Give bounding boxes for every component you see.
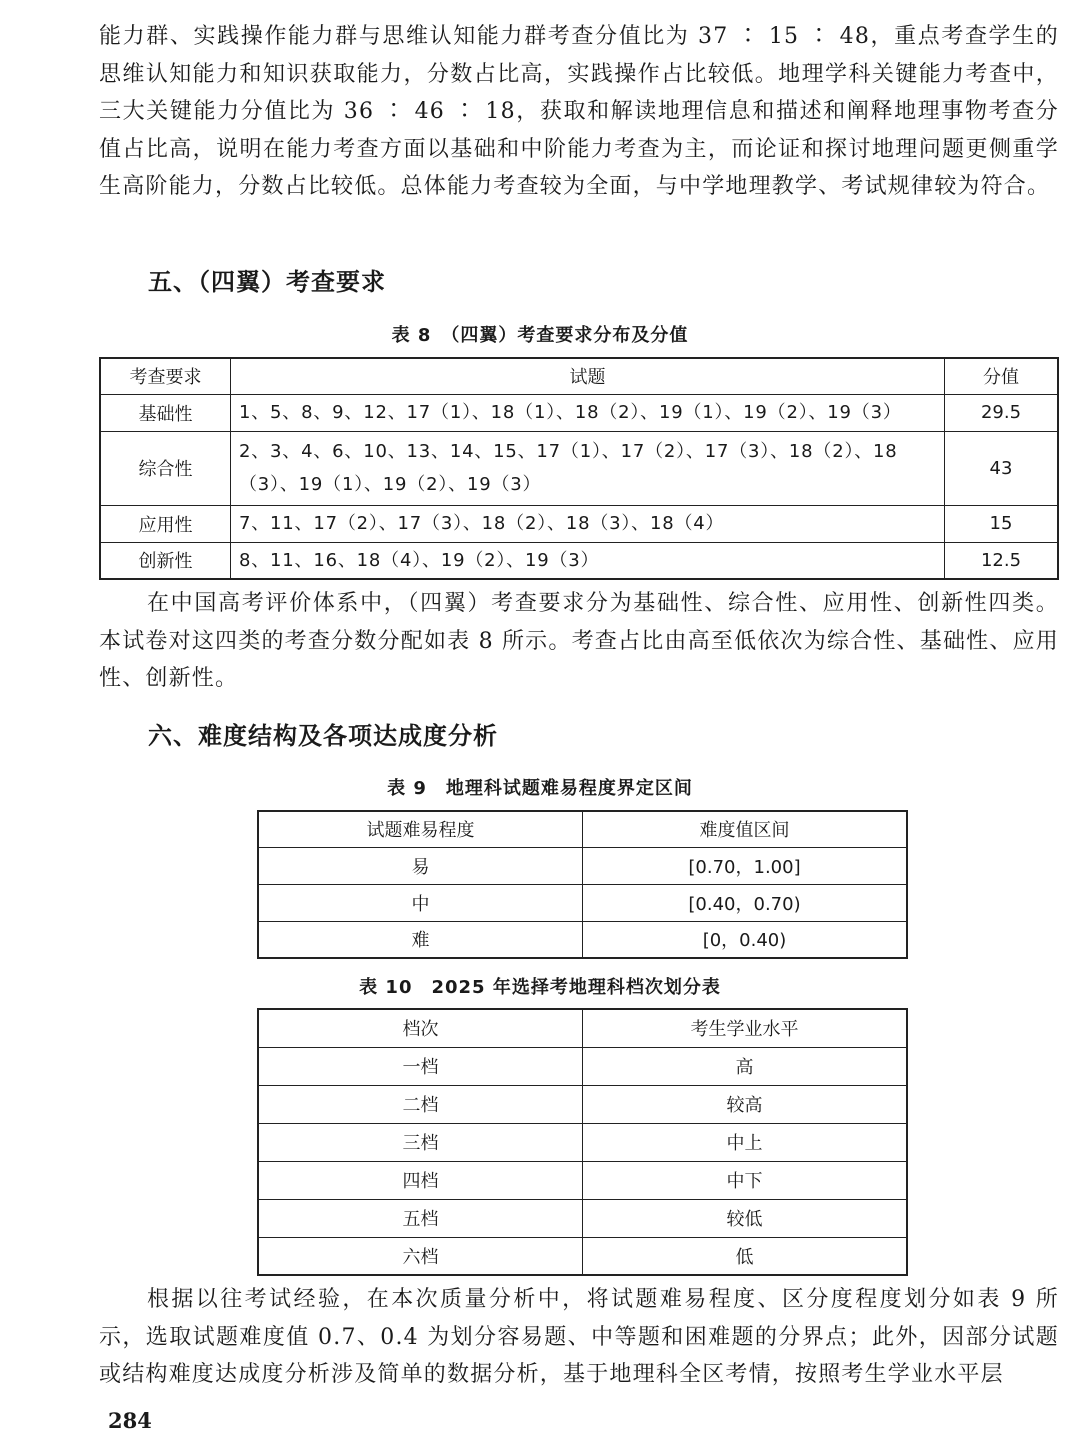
table-row [100, 431, 1058, 505]
items-cell: 1、5、8、9、12、17（1）、18（1）、18（2）、19（1）、19（2）、19（3） [231, 394, 945, 431]
score-cell: 29.5 [945, 394, 1059, 431]
req-cell: 基础性 [100, 394, 231, 431]
score-cell: 12.5 [945, 542, 1059, 579]
level-cell: 低 [583, 1237, 908, 1275]
req-cell: 综合性 [100, 431, 231, 505]
items-cell: 7、11、17（2）、17（3）、18（2）、18（3）、18（4） [231, 505, 945, 542]
table-header-cell: 难度值区间 [583, 811, 908, 847]
table-header-cell: 考查要求 [100, 358, 231, 394]
table-row [258, 847, 907, 884]
table-row [258, 884, 907, 921]
level-cell: 高 [583, 1047, 908, 1085]
difficulty-range-cell: [0.70，1.00] [583, 847, 908, 884]
table-header-cell: 档次 [258, 1009, 583, 1047]
items-cell: 2、3、4、6、10、13、14、15、17（1）、17（2）、17（3）、18（2）、18（3）、19（1）、19（2）、19（3） [231, 431, 945, 505]
grade-cell: 二档 [258, 1085, 583, 1123]
table-9-caption: 表 9 地理科试题难易程度界定区间 [387, 778, 693, 799]
level-cell: 较低 [583, 1199, 908, 1237]
table-row [258, 1123, 907, 1161]
table-header-cell: 试题 [231, 358, 945, 394]
table-9 [257, 810, 908, 959]
table-10 [257, 1008, 908, 1276]
table-row [258, 1085, 907, 1123]
table-row [258, 1047, 907, 1085]
difficulty-range-cell: [0，0.40) [583, 921, 908, 958]
table-row [258, 1199, 907, 1237]
section-6-paragraph: 根据以往考试经验，在本次质量分析中，将试题难易程度、区分度程度划分如表 9 所示，选取试题难度值 0.7、0.4 为划分容易题、中等题和困难题的分界点；此外，因部分试题或结构难度达成度分析涉及简单的数据分析，基于地理科全区考情，按照考生学业水平层 [99, 1287, 1059, 1387]
difficulty-level-cell: 易 [258, 847, 583, 884]
section-heading-6: 六、难度结构及各项达成度分析 [148, 722, 498, 750]
table-header-cell: 考生学业水平 [583, 1009, 908, 1047]
level-cell: 中下 [583, 1161, 908, 1199]
table-row [258, 1237, 907, 1275]
level-cell: 较高 [583, 1085, 908, 1123]
table-header-cell: 分值 [945, 358, 1059, 394]
table-header-cell: 试题难易程度 [258, 811, 583, 847]
difficulty-level-cell: 难 [258, 921, 583, 958]
grade-cell: 三档 [258, 1123, 583, 1161]
intro-paragraph: 能力群、实践操作能力群与思维认知能力群考查分值比为 37 ∶ 15 ∶ 48，重点考查学生的思维认知能力和知识获取能力，分数占比高，实践操作占比较低。地理学科关键能力考查中，三大关键能力分值比为 36 ∶ 46 ∶ 18，获取和解读地理信息和描述和阐释地理事物考查分值占比高，说明在能力考查方面以基础和中阶能力考查为主，而论证和探讨地理问题更侧重学生高阶能力，分数占比较低。总体能力考查较为全面，与中学地理教学、考试规律较为符合。 [99, 24, 1059, 199]
section-5-paragraph: 在中国高考评价体系中，（四翼）考查要求分为基础性、综合性、应用性、创新性四类。本试卷对这四类的考查分数分配如表 8 所示。考查占比由高至低依次为综合性、基础性、应用性、创新性。 [99, 591, 1059, 691]
table-header-row [258, 811, 907, 847]
difficulty-range-cell: [0.40，0.70) [583, 884, 908, 921]
grade-cell: 四档 [258, 1161, 583, 1199]
table-header-row [100, 358, 1058, 394]
table-8-caption: 表 8 （四翼）考查要求分布及分值 [391, 325, 689, 346]
table-10-caption: 表 10 2025 年选择考地理科档次划分表 [359, 977, 721, 998]
score-cell: 43 [945, 431, 1059, 505]
table-header-row [258, 1009, 907, 1047]
grade-cell: 一档 [258, 1047, 583, 1085]
page-number: 284 [108, 1408, 152, 1433]
req-cell: 创新性 [100, 542, 231, 579]
items-cell: 8、11、16、18（4）、19（2）、19（3） [231, 542, 945, 579]
level-cell: 中上 [583, 1123, 908, 1161]
req-cell: 应用性 [100, 505, 231, 542]
section-heading-5: 五、（四翼）考查要求 [148, 268, 386, 296]
grade-cell: 五档 [258, 1199, 583, 1237]
score-cell: 15 [945, 505, 1059, 542]
table-row [100, 394, 1058, 431]
table-row [100, 542, 1058, 579]
table-8 [99, 357, 1059, 580]
table-row [258, 1161, 907, 1199]
table-row [258, 921, 907, 958]
grade-cell: 六档 [258, 1237, 583, 1275]
difficulty-level-cell: 中 [258, 884, 583, 921]
table-row [100, 505, 1058, 542]
